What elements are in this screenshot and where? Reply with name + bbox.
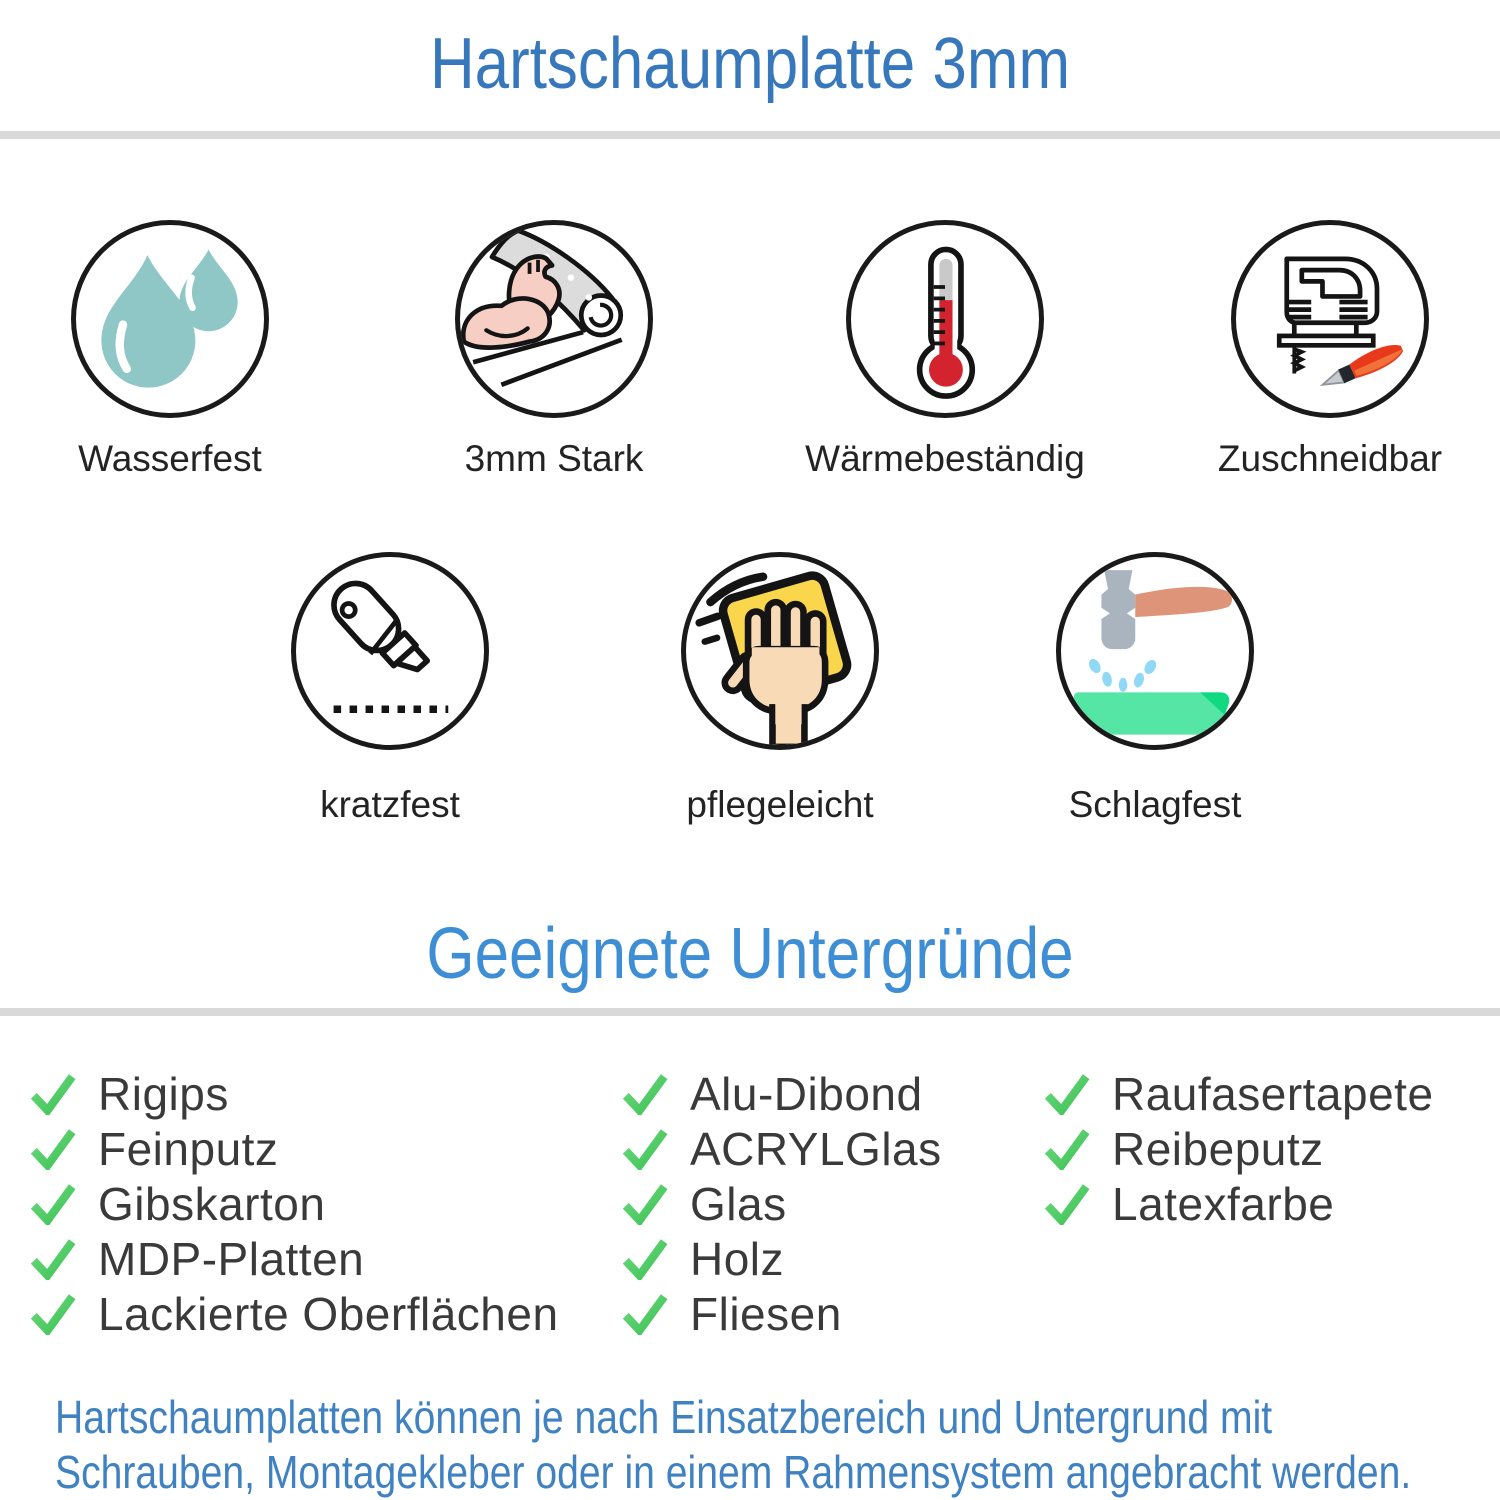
- wiping-hand-icon: [681, 552, 879, 750]
- feature-label: Schlagfest: [1068, 784, 1242, 825]
- substrates-column-3: [1044, 1066, 1434, 1231]
- substrate-label: Gibskarton: [98, 1177, 326, 1230]
- substrate-label: ACRYLGlas: [690, 1122, 942, 1175]
- page-title: Hartschaumplatte 3mm: [429, 24, 1071, 104]
- check-icon: [30, 1238, 76, 1280]
- list-item: [30, 1066, 559, 1121]
- substrate-label: Holz: [690, 1232, 785, 1285]
- feature-label: Wärmebeständig: [805, 438, 1085, 479]
- list-item: [30, 1231, 559, 1286]
- check-icon: [1044, 1073, 1090, 1115]
- substrate-label: Alu-Dibond: [690, 1067, 923, 1120]
- list-item: [622, 1121, 942, 1176]
- section-title: Geeignete Untergründe: [426, 914, 1074, 994]
- check-icon: [30, 1183, 76, 1225]
- feature-label: 3mm Stark: [464, 438, 644, 479]
- substrate-label: Raufasertapete: [1112, 1067, 1434, 1120]
- check-icon: [30, 1128, 76, 1170]
- mounting-note-line1: Hartschaumplatten können je nach Einsatzbereich und Untergrund mit: [55, 1391, 1273, 1443]
- check-icon: [622, 1073, 668, 1115]
- feature-label: Zuschneidbar: [1217, 438, 1443, 479]
- list-item: [622, 1176, 942, 1231]
- hammer-icon: [1056, 552, 1254, 750]
- check-icon: [1044, 1183, 1090, 1225]
- list-item: [1044, 1066, 1434, 1121]
- check-icon: [30, 1293, 76, 1335]
- substrate-label: Rigips: [98, 1067, 229, 1120]
- list-item: [1044, 1176, 1434, 1231]
- check-icon: [622, 1183, 668, 1225]
- feature-label: pflegeleicht: [686, 784, 874, 825]
- list-item: [622, 1286, 942, 1341]
- divider: [0, 1008, 1500, 1016]
- check-icon: [622, 1293, 668, 1335]
- feature-label: kratzfest: [320, 784, 460, 825]
- water-drops-icon: [71, 220, 269, 418]
- substrate-label: Reibeputz: [1112, 1122, 1324, 1175]
- substrate-label: Latexfarbe: [1112, 1177, 1335, 1230]
- substrate-label: Glas: [690, 1177, 787, 1230]
- mounting-note: [55, 1390, 1411, 1500]
- feature-label: Wasserfest: [78, 438, 262, 479]
- substrates-column-1: [30, 1066, 559, 1341]
- check-icon: [30, 1073, 76, 1115]
- list-item: [622, 1066, 942, 1121]
- check-icon: [622, 1128, 668, 1170]
- substrate-label: Feinputz: [98, 1122, 279, 1175]
- substrate-label: Fliesen: [690, 1287, 842, 1340]
- list-item: [30, 1176, 559, 1231]
- list-item: [30, 1286, 559, 1341]
- list-item: [622, 1231, 942, 1286]
- list-item: [1044, 1121, 1434, 1176]
- muscle-arm-icon: [455, 220, 653, 418]
- utility-knife-icon: [291, 552, 489, 750]
- check-icon: [1044, 1128, 1090, 1170]
- mounting-note-line2: Schrauben, Montagekleber oder in einem Rahmensystem angebracht werden.: [55, 1446, 1412, 1498]
- divider: [0, 131, 1500, 139]
- substrates-column-2: [622, 1066, 942, 1341]
- substrate-label: MDP-Platten: [98, 1232, 365, 1285]
- thermometer-icon: [846, 220, 1044, 418]
- substrate-label: Lackierte Oberflächen: [98, 1287, 559, 1340]
- list-item: [30, 1121, 559, 1176]
- jigsaw-icon: [1231, 220, 1429, 418]
- check-icon: [622, 1238, 668, 1280]
